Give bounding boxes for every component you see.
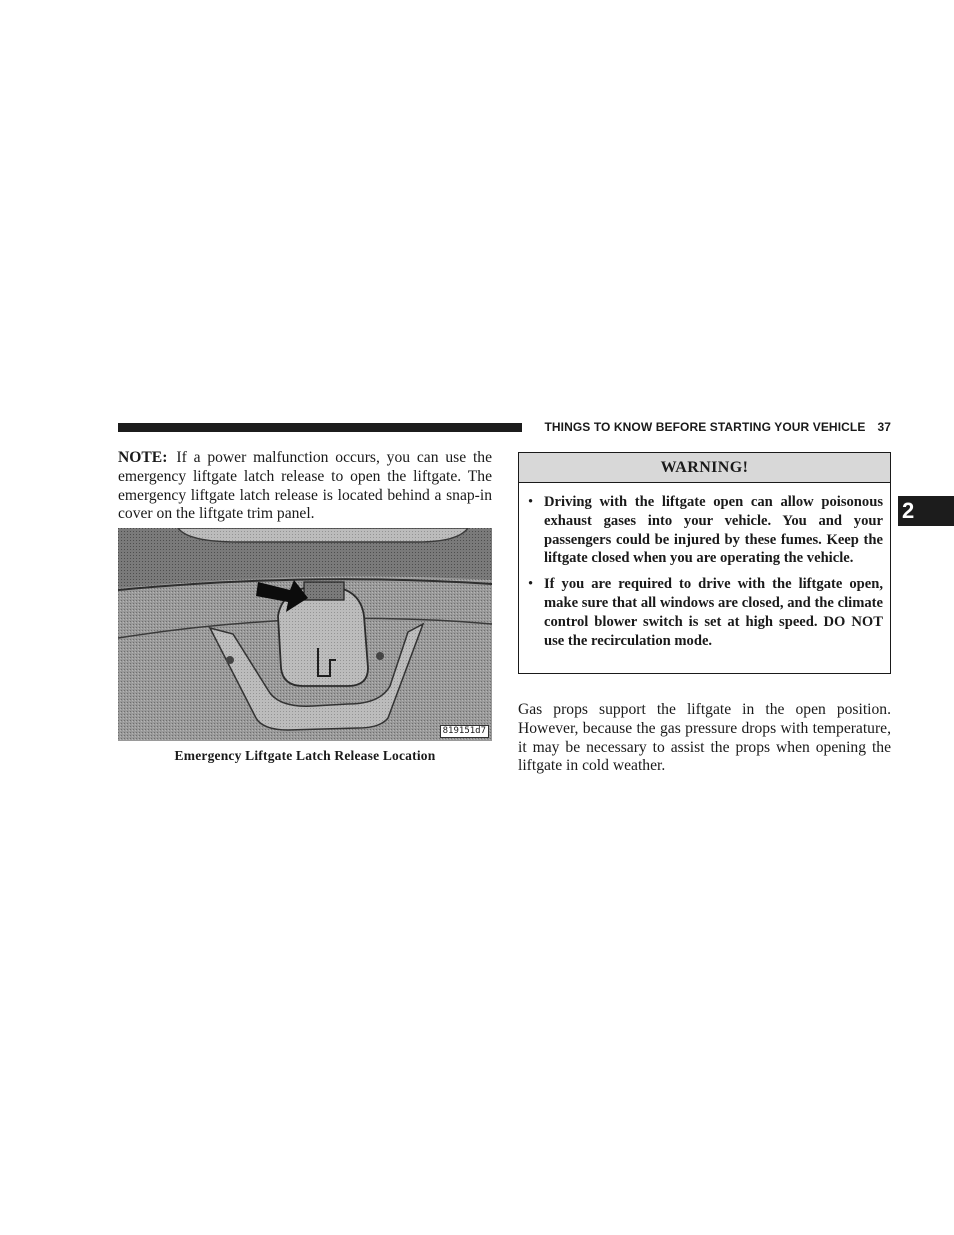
section-title: THINGS TO KNOW BEFORE STARTING YOUR VEHICLE	[544, 420, 866, 434]
note-paragraph	[118, 449, 492, 524]
page-number: 37	[877, 420, 891, 434]
warning-box	[518, 452, 891, 674]
header-rule	[118, 423, 522, 432]
note-text: If a power malfunction occurs, you can use the emergency liftgate latch release to open the liftgate. The emergency liftgate latch release is located behind a snap-in cover on the liftgate trim panel.	[118, 449, 492, 523]
chapter-number: 2	[902, 498, 915, 523]
chapter-tab	[898, 496, 954, 526]
warning-item: • Driving with the liftgate open can allow poisonous exhaust gases into your vehicle. You and your passengers could be injured by these fumes. Keep the liftgate closed when you are operating the vehicle.	[544, 493, 883, 568]
figure-code: 819151d7	[440, 725, 489, 738]
gas-props-paragraph: Gas props support the liftgate in the open position. However, because the gas pressure drops with temperature, it may be necessary to assist the props when opening the liftgate in cold weather.	[518, 701, 891, 775]
running-header	[533, 420, 891, 436]
warning-item: • If you are required to drive with the liftgate open, make sure that all windows are closed, and the climate control blower switch is set at high speed. DO NOT use the recirculation mode.	[544, 575, 883, 650]
latch-illustration	[118, 528, 492, 741]
warning-list	[519, 483, 890, 650]
warning-title: WARNING!	[519, 453, 890, 483]
figure-caption: Emergency Liftgate Latch Release Location	[174, 748, 436, 763]
latch-release-figure	[118, 528, 492, 741]
note-label: NOTE:	[118, 449, 168, 466]
